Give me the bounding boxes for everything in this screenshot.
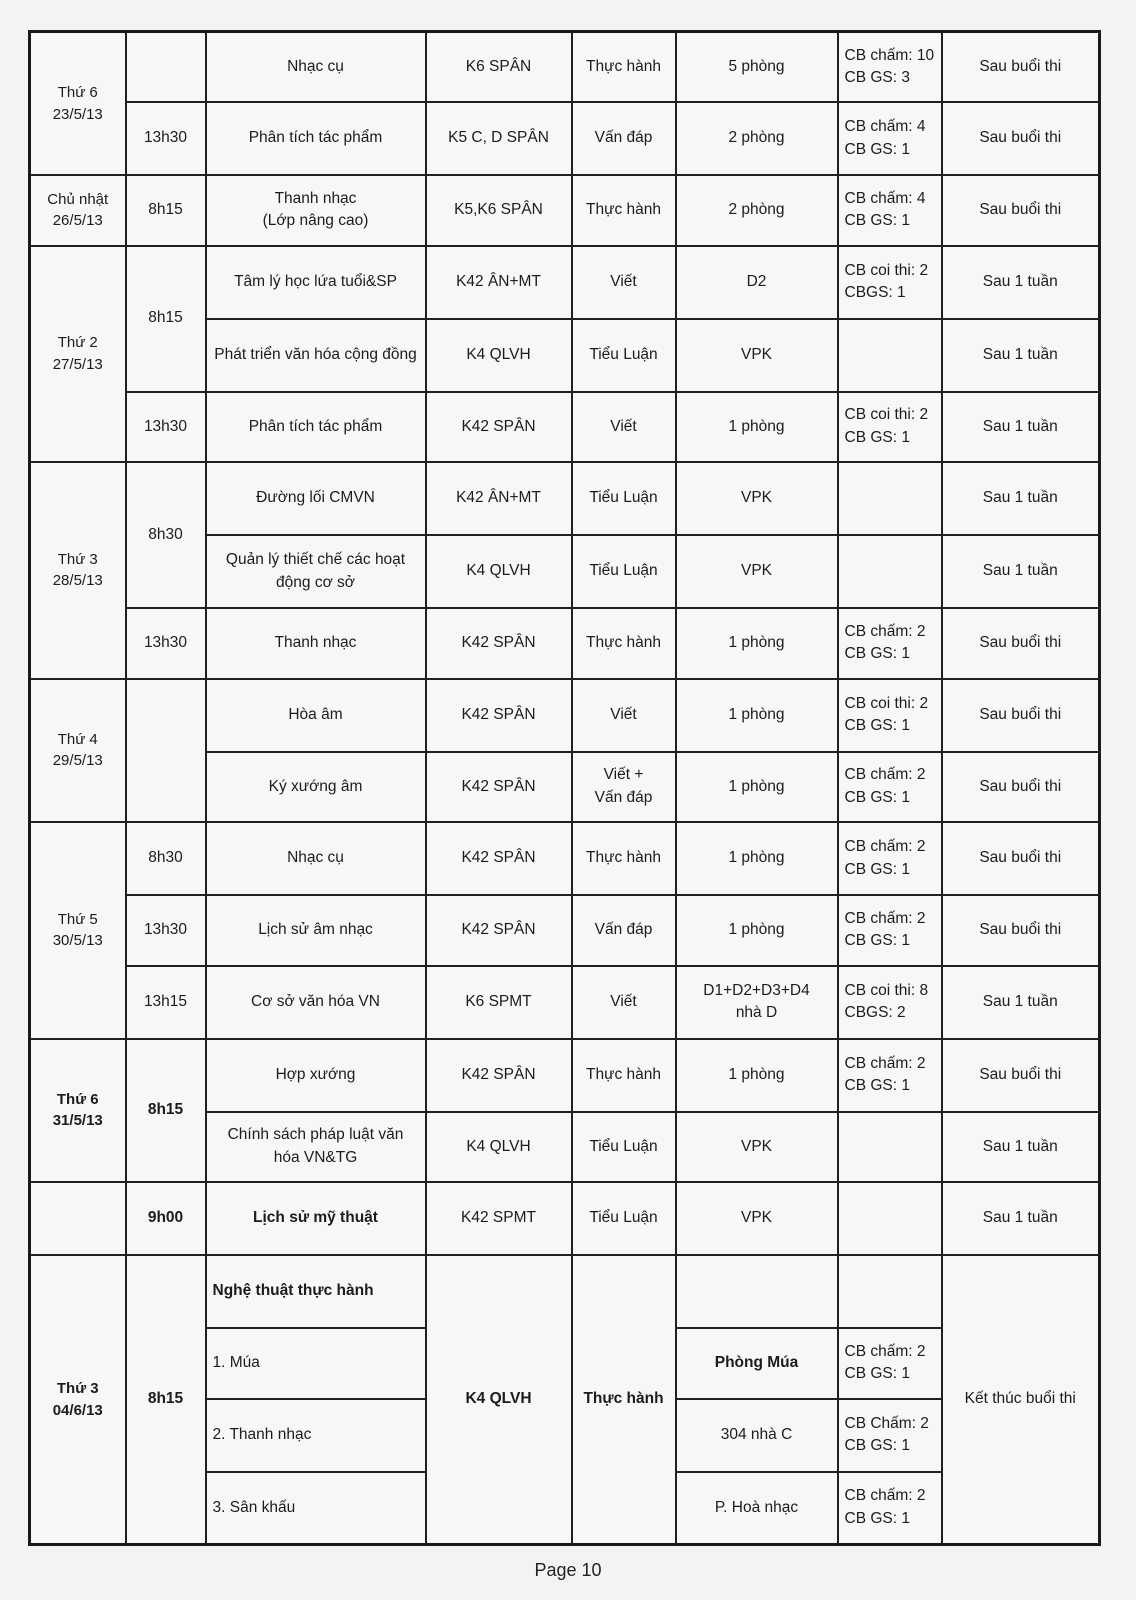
class-cell: K6 SPMT <box>426 966 572 1039</box>
class-cell: K42 SPÂN <box>426 392 572 463</box>
time-cell: 8h15 <box>126 1039 206 1183</box>
day-cell <box>30 1182 126 1255</box>
form-cell: Thực hành <box>572 608 676 679</box>
subject-cell: Cơ sở văn hóa VN <box>206 966 426 1039</box>
time-cell: 13h15 <box>126 966 206 1039</box>
class-cell: K4 QLVH <box>426 319 572 392</box>
class-cell: K5,K6 SPÂN <box>426 175 572 246</box>
staff-cell: CB chấm: 10 CB GS: 3 <box>838 32 942 103</box>
room-cell: Phòng Múa <box>676 1328 838 1399</box>
result-cell: Sau 1 tuần <box>942 462 1100 535</box>
staff-cell <box>838 1182 942 1255</box>
table-row <box>30 32 1100 103</box>
staff-cell: CB chấm: 2 CB GS: 1 <box>838 608 942 679</box>
subject-cell: Ký xướng âm <box>206 752 426 823</box>
room-cell: D2 <box>676 246 838 319</box>
staff-cell <box>838 319 942 392</box>
result-cell: Sau buổi thi <box>942 175 1100 246</box>
form-cell: Viết <box>572 246 676 319</box>
result-cell: Sau buổi thi <box>942 1039 1100 1112</box>
day-cell: Chủ nhật 26/5/13 <box>30 175 126 246</box>
result-cell: Sau 1 tuần <box>942 1112 1100 1183</box>
result-cell: Sau buổi thi <box>942 102 1100 175</box>
class-cell: K42 SPÂN <box>426 679 572 752</box>
day-cell: Thứ 6 31/5/13 <box>30 1039 126 1183</box>
staff-cell: CB chấm: 2 CB GS: 1 <box>838 752 942 823</box>
result-cell: Sau 1 tuần <box>942 246 1100 319</box>
subject-cell: 1. Múa <box>206 1328 426 1399</box>
subject-cell: Phát triển văn hóa cộng đồng <box>206 319 426 392</box>
subject-cell: Nghệ thuật thực hành <box>206 1255 426 1328</box>
staff-cell: CB chấm: 2 CB GS: 1 <box>838 1039 942 1112</box>
table-row <box>30 1039 1100 1112</box>
day-cell: Thứ 4 29/5/13 <box>30 679 126 823</box>
room-cell: 5 phòng <box>676 32 838 103</box>
room-cell: VPK <box>676 319 838 392</box>
form-cell: Tiểu Luận <box>572 535 676 608</box>
form-cell: Viết + Vấn đáp <box>572 752 676 823</box>
class-cell: K42 SPÂN <box>426 1039 572 1112</box>
time-cell: 9h00 <box>126 1182 206 1255</box>
form-cell: Viết <box>572 966 676 1039</box>
form-cell: Viết <box>572 679 676 752</box>
result-cell: Sau 1 tuần <box>942 535 1100 608</box>
class-cell: K42 ÂN+MT <box>426 462 572 535</box>
room-cell: 1 phòng <box>676 752 838 823</box>
result-cell: Sau buổi thi <box>942 752 1100 823</box>
form-cell: Vấn đáp <box>572 895 676 966</box>
room-cell: 304 nhà C <box>676 1399 838 1472</box>
form-cell: Tiểu Luận <box>572 1182 676 1255</box>
day-cell: Thứ 3 04/6/13 <box>30 1255 126 1544</box>
room-cell: P. Hoà nhạc <box>676 1472 838 1545</box>
staff-cell: CB chấm: 2 CB GS: 1 <box>838 895 942 966</box>
result-cell: Sau 1 tuần <box>942 1182 1100 1255</box>
result-cell: Sau 1 tuần <box>942 966 1100 1039</box>
staff-cell <box>838 1255 942 1328</box>
staff-cell: CB coi thi: 2 CB GS: 1 <box>838 392 942 463</box>
room-cell: 2 phòng <box>676 175 838 246</box>
table-row <box>30 895 1100 966</box>
time-cell <box>126 679 206 823</box>
class-cell: K5 C, D SPÂN <box>426 102 572 175</box>
room-cell: D1+D2+D3+D4 nhà D <box>676 966 838 1039</box>
class-cell: K4 QLVH <box>426 1255 572 1544</box>
subject-cell: Thanh nhạc <box>206 608 426 679</box>
table-row <box>30 102 1100 175</box>
staff-cell: CB coi thi: 2 CBGS: 1 <box>838 246 942 319</box>
subject-cell: Lịch sử âm nhạc <box>206 895 426 966</box>
time-cell: 13h30 <box>126 102 206 175</box>
time-cell <box>126 32 206 103</box>
result-cell: Sau buổi thi <box>942 895 1100 966</box>
table-row <box>30 392 1100 463</box>
staff-cell: CB chấm: 2 CB GS: 1 <box>838 822 942 895</box>
subject-cell: Thanh nhạc (Lớp nâng cao) <box>206 175 426 246</box>
room-cell: 2 phòng <box>676 102 838 175</box>
subject-cell: Phân tích tác phẩm <box>206 102 426 175</box>
table-row <box>30 966 1100 1039</box>
time-cell: 8h15 <box>126 1255 206 1544</box>
table-row <box>30 679 1100 752</box>
class-cell: K42 SPÂN <box>426 608 572 679</box>
form-cell: Tiểu Luận <box>572 1112 676 1183</box>
result-cell: Sau buổi thi <box>942 822 1100 895</box>
room-cell: 1 phòng <box>676 608 838 679</box>
time-cell: 8h30 <box>126 462 206 608</box>
time-cell: 8h15 <box>126 175 206 246</box>
form-cell: Tiểu Luận <box>572 462 676 535</box>
table-row <box>30 246 1100 319</box>
room-cell: VPK <box>676 1112 838 1183</box>
class-cell: K42 ÂN+MT <box>426 246 572 319</box>
class-cell: K4 QLVH <box>426 1112 572 1183</box>
class-cell: K4 QLVH <box>426 535 572 608</box>
subject-cell: Chính sách pháp luật văn hóa VN&TG <box>206 1112 426 1183</box>
table-row <box>30 822 1100 895</box>
table-row <box>30 462 1100 535</box>
subject-cell: Đường lối CMVN <box>206 462 426 535</box>
scanned-page <box>28 30 1098 1546</box>
staff-cell: CB coi thi: 2 CB GS: 1 <box>838 679 942 752</box>
subject-cell: Quản lý thiết chế các hoạt động cơ sở <box>206 535 426 608</box>
time-cell: 8h15 <box>126 246 206 392</box>
table-row <box>30 1255 1100 1328</box>
result-cell: Sau buổi thi <box>942 32 1100 103</box>
room-cell: 1 phòng <box>676 679 838 752</box>
staff-cell: CB chấm: 4 CB GS: 1 <box>838 175 942 246</box>
staff-cell: CB chấm: 4 CB GS: 1 <box>838 102 942 175</box>
form-cell: Thực hành <box>572 32 676 103</box>
table-row <box>30 1182 1100 1255</box>
table-row <box>30 608 1100 679</box>
room-cell: 1 phòng <box>676 822 838 895</box>
subject-cell: 2. Thanh nhạc <box>206 1399 426 1472</box>
room-cell <box>676 1255 838 1328</box>
class-cell: K42 SPÂN <box>426 895 572 966</box>
staff-cell: CB chấm: 2 CB GS: 1 <box>838 1328 942 1399</box>
room-cell: VPK <box>676 535 838 608</box>
staff-cell: CB chấm: 2 CB GS: 1 <box>838 1472 942 1545</box>
class-cell: K42 SPÂN <box>426 822 572 895</box>
day-cell: Thứ 5 30/5/13 <box>30 822 126 1038</box>
subject-cell: 3. Sân khấu <box>206 1472 426 1545</box>
staff-cell: CB coi thi: 8 CBGS: 2 <box>838 966 942 1039</box>
form-cell: Thực hành <box>572 175 676 246</box>
subject-cell: Nhạc cụ <box>206 32 426 103</box>
subject-cell: Nhạc cụ <box>206 822 426 895</box>
subject-cell: Lịch sử mỹ thuật <box>206 1182 426 1255</box>
form-cell: Tiểu Luận <box>572 319 676 392</box>
form-cell: Vấn đáp <box>572 102 676 175</box>
result-cell: Sau buổi thi <box>942 679 1100 752</box>
form-cell: Thực hành <box>572 1255 676 1544</box>
subject-cell: Phân tích tác phẩm <box>206 392 426 463</box>
time-cell: 13h30 <box>126 608 206 679</box>
class-cell: K42 SPMT <box>426 1182 572 1255</box>
subject-cell: Hợp xướng <box>206 1039 426 1112</box>
result-cell: Sau 1 tuần <box>942 392 1100 463</box>
exam-schedule-table <box>28 30 1101 1546</box>
day-cell: Thứ 2 27/5/13 <box>30 246 126 462</box>
staff-cell <box>838 535 942 608</box>
day-cell: Thứ 6 23/5/13 <box>30 32 126 176</box>
room-cell: 1 phòng <box>676 392 838 463</box>
result-cell: Kết thúc buổi thi <box>942 1255 1100 1544</box>
room-cell: VPK <box>676 462 838 535</box>
form-cell: Thực hành <box>572 1039 676 1112</box>
form-cell: Viết <box>572 392 676 463</box>
staff-cell <box>838 462 942 535</box>
time-cell: 13h30 <box>126 392 206 463</box>
subject-cell: Tâm lý học lứa tuổi&SP <box>206 246 426 319</box>
result-cell: Sau buổi thi <box>942 608 1100 679</box>
room-cell: VPK <box>676 1182 838 1255</box>
room-cell: 1 phòng <box>676 895 838 966</box>
time-cell: 13h30 <box>126 895 206 966</box>
form-cell: Thực hành <box>572 822 676 895</box>
class-cell: K42 SPÂN <box>426 752 572 823</box>
staff-cell <box>838 1112 942 1183</box>
room-cell: 1 phòng <box>676 1039 838 1112</box>
time-cell: 8h30 <box>126 822 206 895</box>
result-cell: Sau 1 tuần <box>942 319 1100 392</box>
page-number: Page 10 <box>534 1560 602 1580</box>
staff-cell: CB Chấm: 2 CB GS: 1 <box>838 1399 942 1472</box>
table-row <box>30 175 1100 246</box>
class-cell: K6 SPÂN <box>426 32 572 103</box>
subject-cell: Hòa âm <box>206 679 426 752</box>
day-cell: Thứ 3 28/5/13 <box>30 462 126 678</box>
